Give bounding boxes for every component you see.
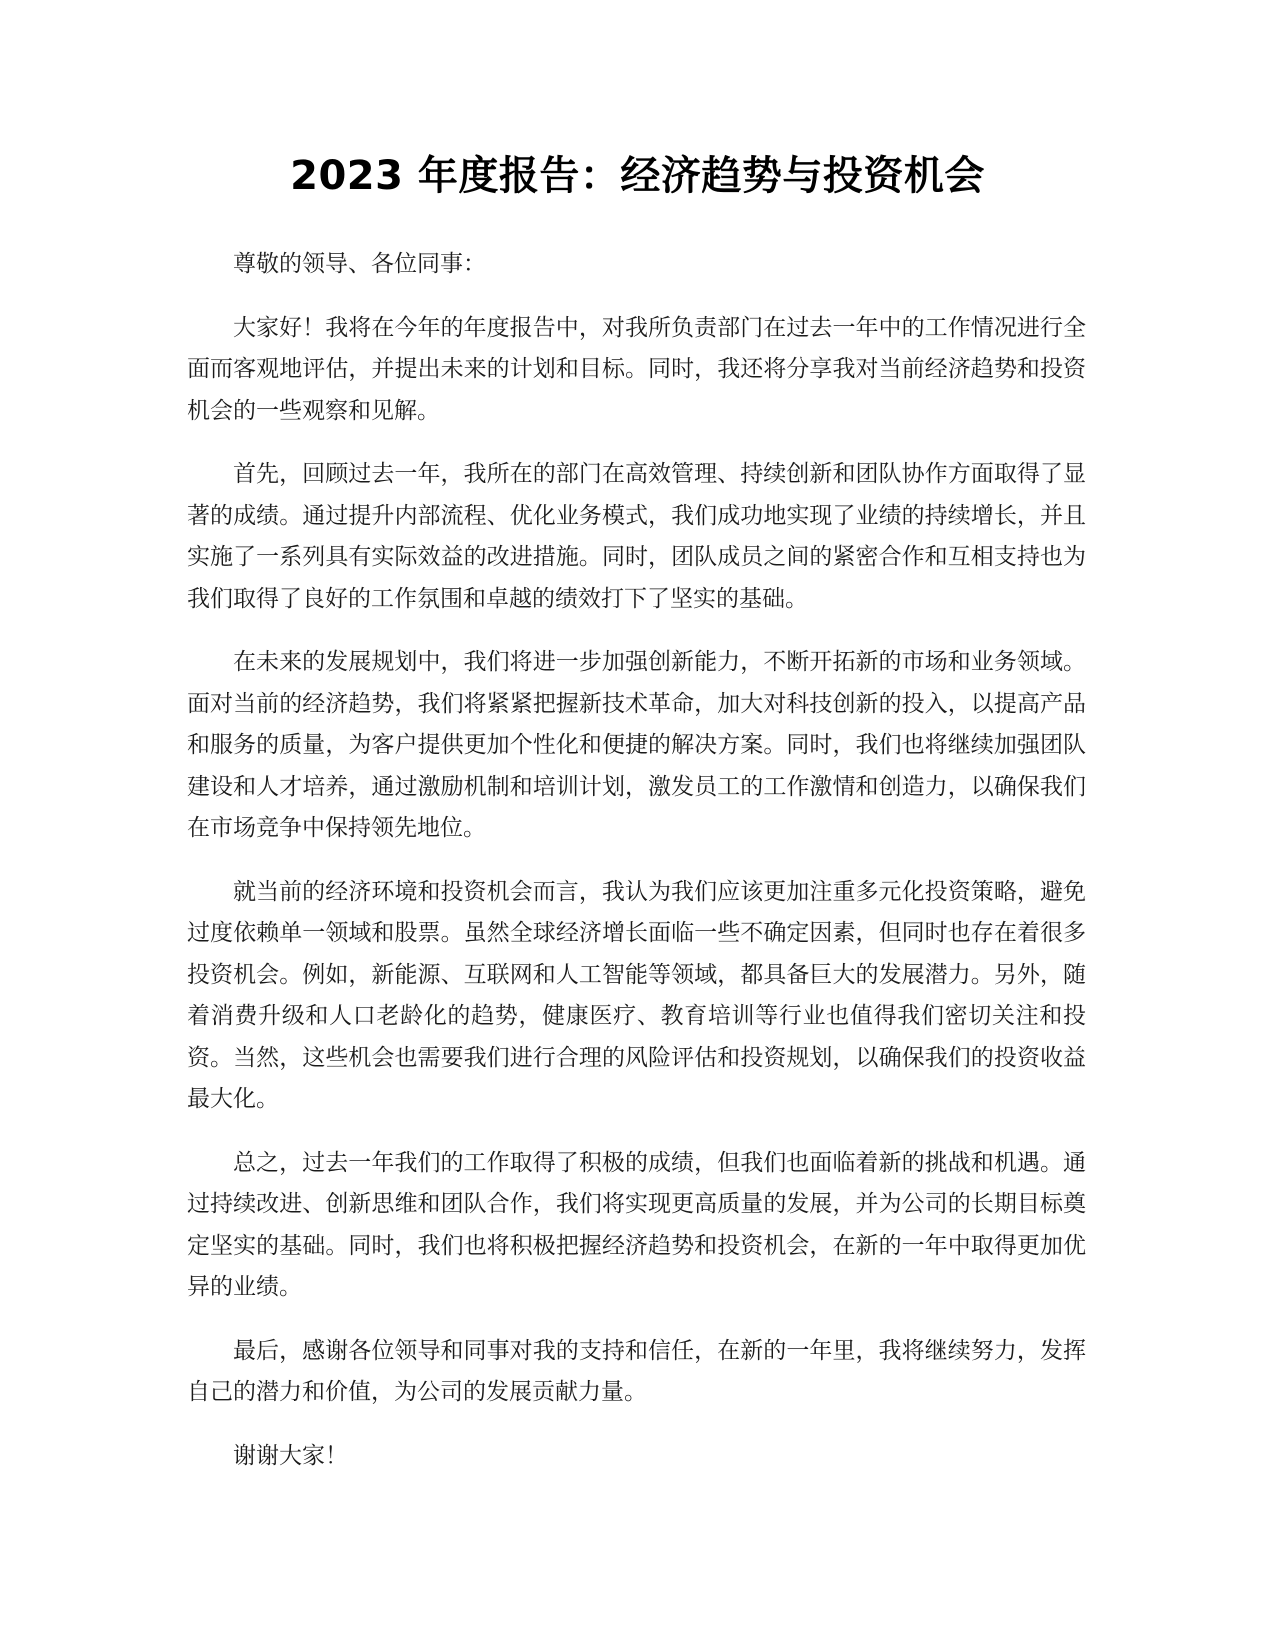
document-title: 2023 年度报告：经济趋势与投资机会 — [290, 153, 985, 199]
paragraph-summary: 总之，过去一年我们的工作取得了积极的成绩，但我们也面临着新的挑战和机遇。通过持续改进、创新思维和团队合作，我们将实现更高质量的发展，并为公司的长期目标奠定坚实的基础。同时，我们也将积极把握经济趋势和投资机会，在新的一年中取得更加优异的业绩。 — [187, 1149, 1086, 1300]
closing-line: 谢谢大家！ — [233, 1442, 348, 1469]
paragraph-review: 首先，回顾过去一年，我所在的部门在高效管理、持续创新和团队协作方面取得了显著的成绩。通过提升内部流程、优化业务模式，我们成功地实现了业绩的持续增长，并且实施了一系列具有实际效益的改进措施。同时，团队成员之间的紧密合作和互相支持也为我们取得了良好的工作氛围和卓越的绩效打下了坚实的基础。 — [187, 461, 1086, 612]
paragraph-greeting: 大家好！我将在今年的年度报告中，对我所负责部门在过去一年中的工作情况进行全面而客观地评估，并提出未来的计划和目标。同时，我还将分享我对当前经济趋势和投资机会的一些观察和见解。 — [187, 314, 1086, 424]
paragraph-thanks: 最后，感谢各位领导和同事对我的支持和信任，在新的一年里，我将继续努力，发挥自己的潜力和价值，为公司的发展贡献力量。 — [187, 1337, 1086, 1405]
paragraph-future-plan: 在未来的发展规划中，我们将进一步加强创新能力，不断开拓新的市场和业务领域。面对当前的经济趋势，我们将紧紧把握新技术革命，加大对科技创新的投入，以提高产品和服务的质量，为客户提供更加个性化和便捷的解决方案。同时，我们也将继续加强团队建设和人才培养，通过激励机制和培训计划，激发员工的工作激情和创造力，以确保我们在市场竞争中保持领先地位。 — [187, 649, 1086, 841]
paragraph-investment: 就当前的经济环境和投资机会而言，我认为我们应该更加注重多元化投资策略，避免过度依赖单一领域和股票。虽然全球经济增长面临一些不确定因素，但同时也存在着很多投资机会。例如，新能源、互联网和人工智能等领域，都具备巨大的发展潜力。另外，随着消费升级和人口老龄化的趋势，健康医疗、教育培训等行业也值得我们密切关注和投资。当然，这些机会也需要我们进行合理的风险评估和投资规划，以确保我们的投资收益最大化。 — [187, 878, 1086, 1112]
document-body — [187, 244, 1086, 1499]
salutation: 尊敬的领导、各位同事： — [233, 251, 486, 277]
